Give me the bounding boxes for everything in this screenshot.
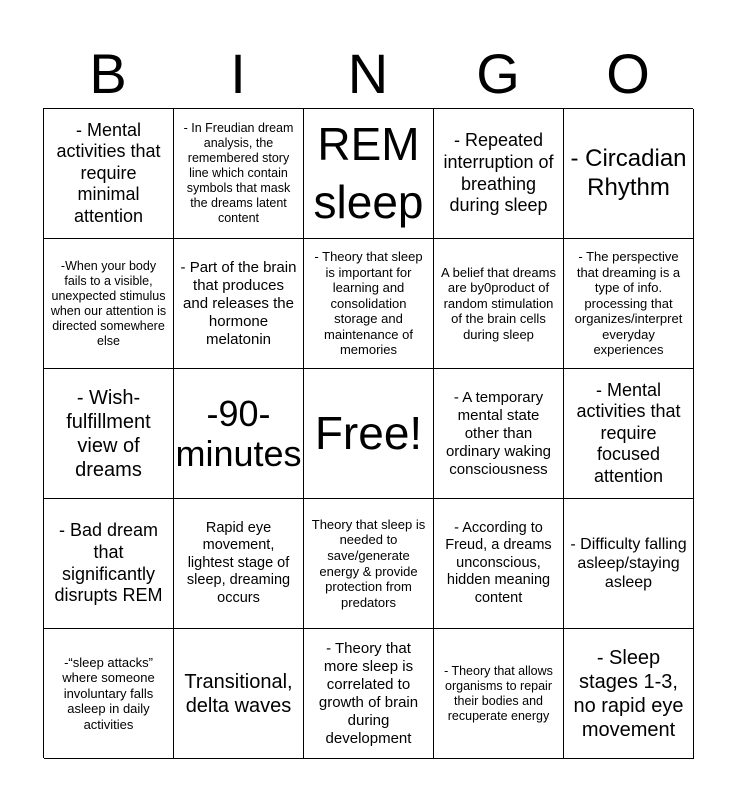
bingo-cell-24[interactable]: - Theory that allows organisms to repair their bodies and recuperate energy: [434, 629, 564, 759]
bingo-cell-10[interactable]: - The perspective that dreaming is a type of info. processing that organizes/interpret everyday experiences: [564, 239, 694, 369]
bingo-cell-17[interactable]: Rapid eye movement, lightest stage of sleep, dreaming occurs: [174, 499, 304, 629]
bingo-cell-7[interactable]: - Part of the brain that produces and releases the hormone melatonin: [174, 239, 304, 369]
header-letter-i: I: [230, 41, 246, 105]
bingo-cell-6[interactable]: -When your body fails to a visible, unexpected stimulus when our attention is directed somewhere else: [44, 239, 174, 369]
header-letter-b: B: [89, 41, 127, 105]
bingo-cell-8[interactable]: - Theory that sleep is important for learning and consolidation storage and maintenance of memories: [304, 239, 434, 369]
bingo-cell-21[interactable]: -“sleep attacks” where someone involuntary falls asleep in daily activities: [44, 629, 174, 759]
bingo-cell-9[interactable]: A belief that dreams are by0product of random stimulation of the brain cells during sleep: [434, 239, 564, 369]
bingo-cell-25[interactable]: - Sleep stages 1-3, no rapid eye movement: [564, 629, 694, 759]
bingo-card-grid: [43, 108, 693, 758]
bingo-cell-14[interactable]: - A temporary mental state other than ordinary waking consciousness: [434, 369, 564, 499]
bingo-cell-19[interactable]: - According to Freud, a dreams unconscious, hidden meaning content: [434, 499, 564, 629]
bingo-cell-1[interactable]: - Mental activities that require minimal attention: [44, 109, 174, 239]
bingo-cell-16[interactable]: - Bad dream that significantly disrupts REM: [44, 499, 174, 629]
bingo-cell-12[interactable]: -90-minutes: [174, 369, 304, 499]
header-letter-o: O: [606, 41, 650, 105]
bingo-cell-3[interactable]: REM sleep: [304, 109, 434, 239]
header-letter-g: G: [476, 41, 520, 105]
bingo-cell-18[interactable]: Theory that sleep is needed to save/generate energy & provide protection from predators: [304, 499, 434, 629]
bingo-cell-23[interactable]: - Theory that more sleep is correlated to growth of brain during development: [304, 629, 434, 759]
bingo-cell-4[interactable]: - Repeated interruption of breathing during sleep: [434, 109, 564, 239]
header-letter-n: N: [347, 41, 389, 105]
bingo-cell-13-free-space[interactable]: Free!: [304, 369, 434, 499]
bingo-cell-5[interactable]: - Circadian Rhythm: [564, 109, 694, 239]
bingo-cell-20[interactable]: - Difficulty falling asleep/staying asleep: [564, 499, 694, 629]
bingo-cell-15[interactable]: - Mental activities that require focused attention: [564, 369, 694, 499]
bingo-header: [43, 38, 693, 108]
bingo-cell-11[interactable]: - Wish-fulfillment view of dreams: [44, 369, 174, 499]
bingo-cell-2[interactable]: - In Freudian dream analysis, the remembered story line which contain symbols that mask the dreams latent content: [174, 109, 304, 239]
bingo-cell-22[interactable]: Transitional, delta waves: [174, 629, 304, 759]
